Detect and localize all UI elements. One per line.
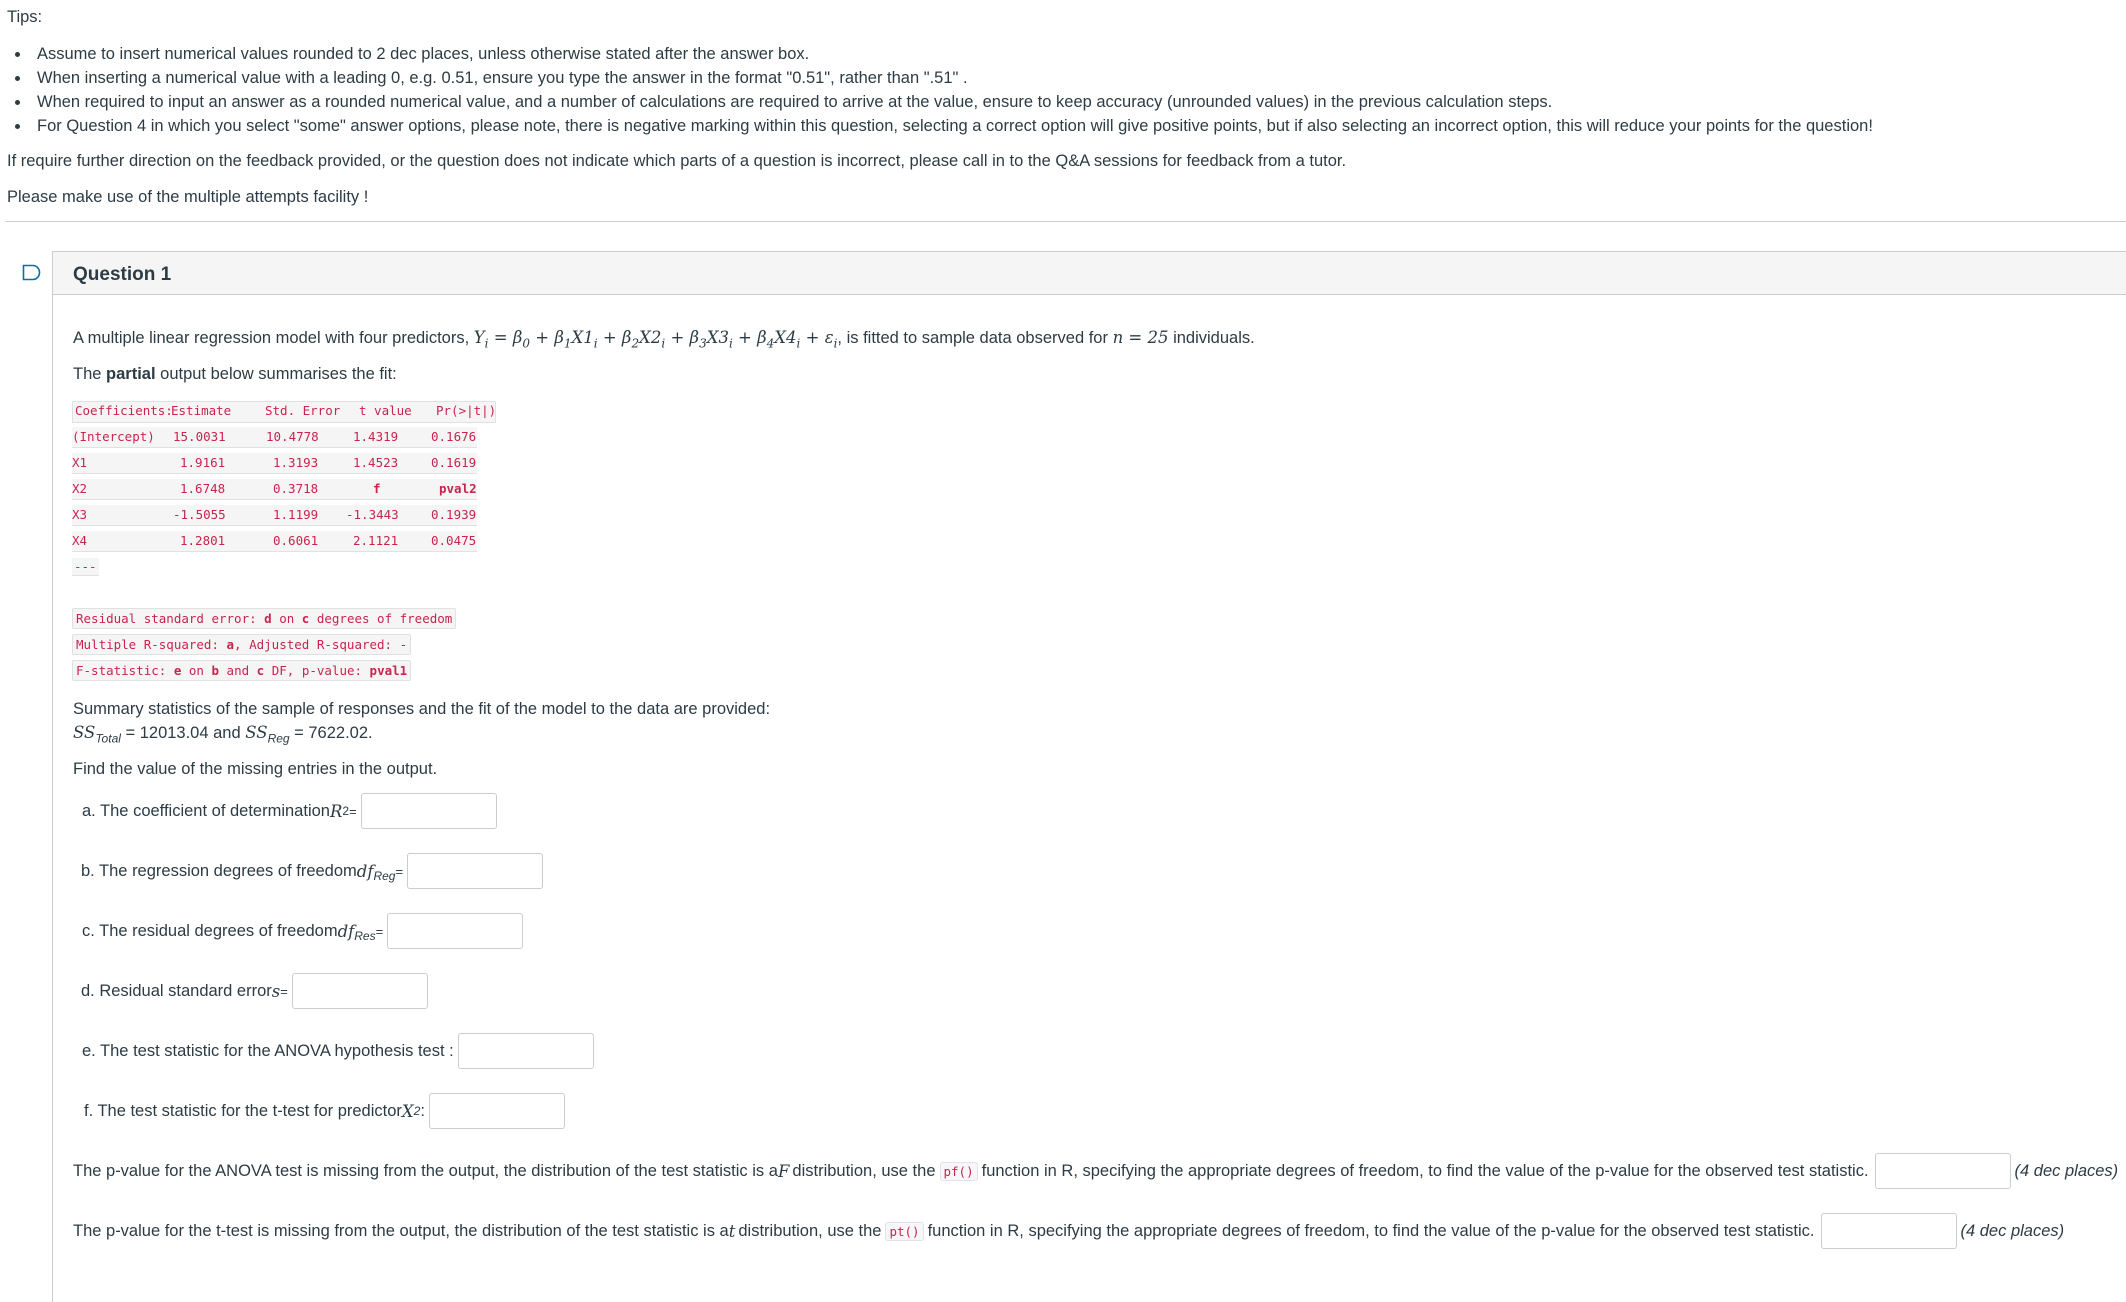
df-reg-sub: Reg <box>373 869 396 883</box>
r-output-table <box>72 399 497 555</box>
table-cell: 1.4523 <box>353 455 399 470</box>
equals: = <box>375 923 384 939</box>
header-cell: Estimate <box>171 403 232 418</box>
ss-total-value: = 12013.04 and <box>120 724 246 742</box>
r2-missing-a: a <box>226 637 235 652</box>
answer-c-row <box>82 913 523 949</box>
tip-item: • When required to input an answer as a rounded numerical value, and a number of calculations are required to arrive at the value, ensure to keep accuracy (unrounded values) in the previous calculation steps. <box>31 90 2117 114</box>
answer-e-row <box>82 1033 594 1069</box>
colon: : <box>420 1101 425 1120</box>
table-cell: 0.6061 <box>273 533 319 548</box>
question-title: Question 1 <box>73 264 172 285</box>
bookmark-flag-icon[interactable] <box>22 264 41 281</box>
df-res-sub: Res <box>354 929 376 943</box>
equals: = <box>395 863 404 879</box>
answer-d-input[interactable] <box>292 973 428 1009</box>
dec-places-note: (4 dec places) <box>1960 1221 2065 1240</box>
answer-a-row <box>82 793 497 829</box>
signif-dashes: --- <box>74 559 97 574</box>
f-missing-e: e <box>173 663 182 678</box>
question-header <box>53 251 2126 295</box>
answer-f-input[interactable] <box>429 1093 565 1129</box>
r-squared-symbol: R <box>329 801 343 821</box>
table-row <box>72 425 497 451</box>
ss-reg-sub: Reg <box>267 731 290 746</box>
find-instruction: Find the value of the missing entries in the output. <box>73 760 438 778</box>
answer-c-input[interactable] <box>387 913 523 949</box>
f-text: and <box>219 663 257 678</box>
rse-missing-c: c <box>301 611 310 626</box>
header-cell: Pr(>|t|) <box>436 403 497 418</box>
feedback-note: If require further direction on the feedback provided, or the question does not indicate which parts of a question is incorrect, please call in to the Q&A sessions for feedback from a tutor. <box>7 152 1347 170</box>
section-divider <box>5 221 2126 222</box>
answer-d-row <box>81 973 428 1009</box>
f-dist-symbol: F <box>777 1161 790 1181</box>
summary-text: Summary statistics of the sample of responses and the fit of the model to the data are provided: <box>73 700 771 718</box>
answer-b-row <box>81 853 543 889</box>
anova-text: distribution, use the <box>792 1161 936 1180</box>
intro-suffix: , is fitted to sample data observed for <box>837 329 1113 347</box>
equals: = <box>280 983 288 999</box>
pf-function-code: pf() <box>940 1162 978 1181</box>
rse-text: degrees of freedom <box>309 611 453 626</box>
f-text: on <box>181 663 212 678</box>
table-cell: X1 <box>72 455 88 470</box>
attempts-note: Please make use of the multiple attempts facility ! <box>7 188 369 206</box>
dec-places-note: (4 dec places) <box>2014 1161 2119 1180</box>
anova-text: function in R, specifying the appropriate degrees of freedom, to find the value of the p-value for the observed test statistic. <box>981 1161 1869 1180</box>
missing-p-value: pval2 <box>439 481 477 496</box>
intro-prefix: A multiple linear regression model with four predictors, <box>73 329 474 347</box>
missing-t-value: f <box>373 481 381 496</box>
table-cell: 10.4778 <box>266 429 319 444</box>
f-text: F-statistic: <box>76 663 174 678</box>
table-cell: X2 <box>72 481 88 496</box>
table-cell: 1.2801 <box>180 533 226 548</box>
f-text: DF, p-value: <box>264 663 370 678</box>
table-cell: (Intercept) <box>72 429 155 444</box>
answer-b-label: b. The regression degrees of freedom <box>81 861 357 880</box>
x-symbol: X <box>401 1101 414 1121</box>
table-cell: 1.1199 <box>273 507 319 522</box>
ss-reg-label: SS <box>245 723 268 742</box>
answer-e-label: e. The test statistic for the ANOVA hypothesis test : <box>82 1041 454 1060</box>
table-cell: -1.3443 <box>346 507 399 522</box>
table-cell: 15.0031 <box>173 429 226 444</box>
question-left-border <box>52 251 53 1302</box>
partial-output-text <box>73 363 397 385</box>
rse-text: Residual standard error: <box>76 611 265 626</box>
r2-text: , Adjusted R-squared: - <box>234 637 408 652</box>
ttest-pvalue-row <box>73 1213 2064 1249</box>
ttest-text: The p-value for the t-test is missing from the output, the distribution of the test statistic is a <box>73 1221 729 1240</box>
header-cell: Std. Error <box>265 403 341 418</box>
table-row <box>72 451 497 477</box>
table-cell: X3 <box>72 507 88 522</box>
header-cell: Coefficients: <box>75 403 173 418</box>
table-cell: 1.4319 <box>353 429 399 444</box>
tip-item: • When inserting a numerical value with a leading 0, e.g. 0.51, ensure you type the answer in the format "0.51", rather than ".51" . <box>31 66 2117 90</box>
tips-section <box>7 6 2117 138</box>
answer-a-input[interactable] <box>361 793 497 829</box>
residual-se-line <box>72 608 456 629</box>
ttest-pvalue-input[interactable] <box>1821 1213 1957 1249</box>
anova-pvalue-row <box>73 1153 2118 1189</box>
s-symbol: s <box>271 981 281 1001</box>
df-symbol: df <box>337 921 355 941</box>
table-row <box>72 503 497 529</box>
table-cell: 1.6748 <box>180 481 226 496</box>
answer-e-input[interactable] <box>458 1033 594 1069</box>
ss-total-sub: Total <box>95 731 121 746</box>
pt-function-code: pt() <box>885 1222 923 1241</box>
sum-of-squares-text <box>73 722 373 749</box>
table-cell: 2.1121 <box>353 533 399 548</box>
f-missing-b: b <box>211 663 220 678</box>
f-statistic-line <box>72 660 411 681</box>
sample-size: n = 25 <box>1112 328 1169 347</box>
t-dist-symbol: t <box>728 1221 736 1241</box>
table-cell: 0.0475 <box>431 533 477 548</box>
equals: = <box>349 803 357 819</box>
ss-total-label: SS <box>73 723 96 742</box>
ss-reg-value: = 7622.02. <box>289 724 373 742</box>
r2-text: Multiple R-squared: <box>76 637 227 652</box>
table-cell: 0.1676 <box>431 429 477 444</box>
table-cell: 0.3718 <box>273 481 319 496</box>
tips-list <box>7 42 2117 138</box>
table-row <box>72 477 497 503</box>
table-cell: -1.5055 <box>173 507 226 522</box>
ttest-text: distribution, use the <box>738 1221 882 1240</box>
f-missing-pval1: pval1 <box>369 663 408 678</box>
question-intro <box>73 327 1255 354</box>
answer-a-label: a. The coefficient of determination <box>82 801 330 820</box>
table-cell: 1.3193 <box>273 455 319 470</box>
model-formula: $Y_i = \beta_0 + \beta_1X1_i + \beta_2X2_i + \beta_3X3_i + \beta_4X4_i + \varepsilon_i$ <box>473 328 838 351</box>
table-row <box>72 529 497 555</box>
answer-f-row <box>84 1093 565 1129</box>
table-cell: 0.1619 <box>431 455 477 470</box>
table-cell: 0.1939 <box>431 507 477 522</box>
answer-b-input[interactable] <box>407 853 543 889</box>
answer-f-label: f. The test statistic for the t-test for predictor <box>84 1101 402 1120</box>
header-cell: t value <box>359 403 412 418</box>
ttest-text: function in R, specifying the appropriate degrees of freedom, to find the value of the p-value for the observed test statistic. <box>927 1221 1815 1240</box>
r-squared-sup: 2 <box>342 804 350 818</box>
f-missing-c: c <box>256 663 265 678</box>
rse-text: on <box>271 611 302 626</box>
partial-suffix: output below summarises the fit: <box>155 365 397 383</box>
tip-item: • For Question 4 in which you select "some" answer options, please note, there is negative marking within this question, selecting a correct option will give positive points, but if also selecting an incorrect option, this will reduce your points for the question! <box>31 114 2117 138</box>
anova-text: The p-value for the ANOVA test is missing from the output, the distribution of the test statistic is a <box>73 1161 778 1180</box>
table-cell: 1.9161 <box>180 455 226 470</box>
table-cell: X4 <box>72 533 88 548</box>
rse-missing-d: d <box>264 611 272 626</box>
tips-title: Tips: <box>7 8 43 26</box>
table-header-row <box>72 399 497 425</box>
anova-pvalue-input[interactable] <box>1875 1153 2011 1189</box>
partial-bold: partial <box>106 365 156 383</box>
answer-c-label: c. The residual degrees of freedom <box>82 921 338 940</box>
partial-prefix: The <box>73 365 107 383</box>
df-symbol: df <box>356 861 374 881</box>
x-sub: 2 <box>413 1104 421 1118</box>
intro-end: individuals. <box>1168 329 1255 347</box>
answer-d-label: d. Residual standard error <box>81 981 272 1000</box>
r-squared-line <box>72 634 411 655</box>
tip-item: • Assume to insert numerical values rounded to 2 dec places, unless otherwise stated after the answer box. <box>31 42 2117 66</box>
